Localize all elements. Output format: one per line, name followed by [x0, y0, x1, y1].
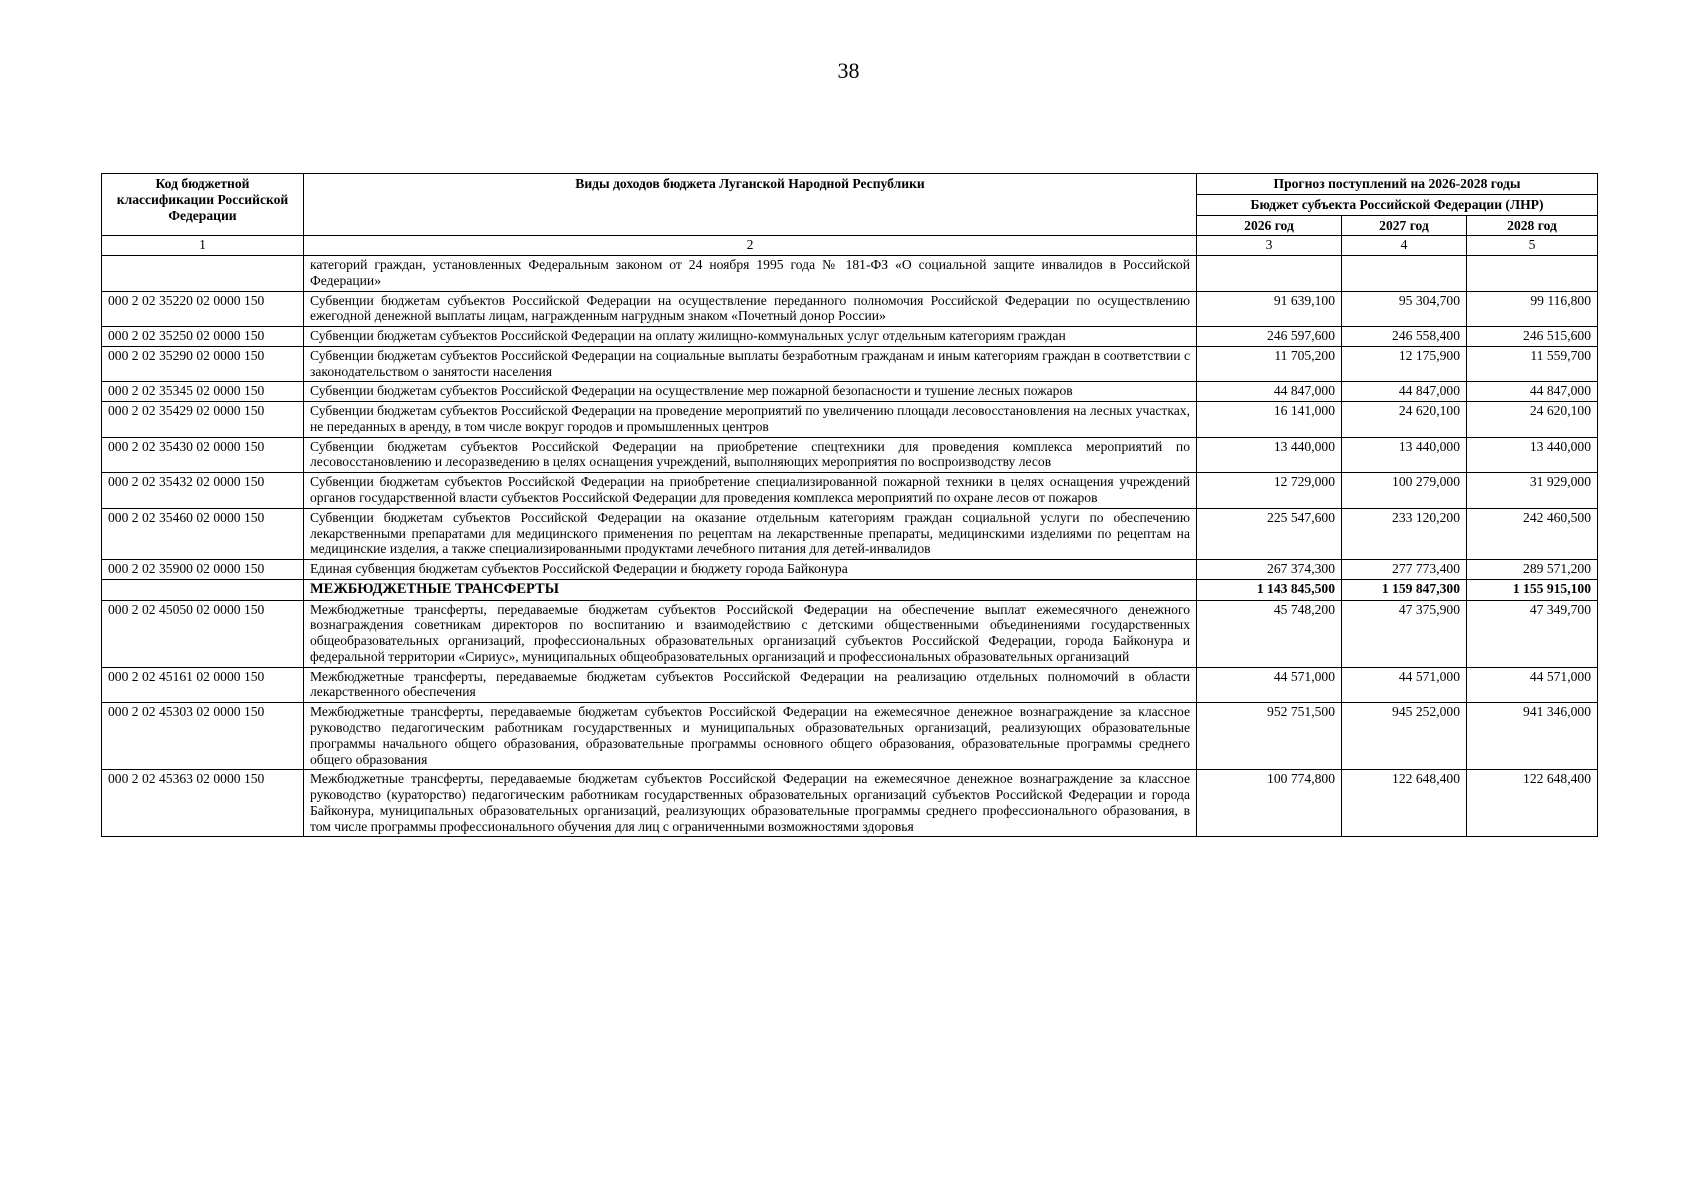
header-year-2026: 2026 год [1197, 215, 1342, 236]
revenue-description-cell: Субвенции бюджетам субъектов Российской Федерации на осуществление переданного полномочия Российской Федерации по осуществлению ежегодной денежной выплаты лицам, награжденным нагрудным знаком «Почетный донор России» [304, 291, 1197, 327]
page-number: 38 [837, 58, 860, 83]
value-2028-cell: 24 620,100 [1467, 402, 1598, 438]
table-row [102, 437, 1598, 473]
value-2026-cell: 267 374,300 [1197, 560, 1342, 580]
value-2028-cell: 289 571,200 [1467, 560, 1598, 580]
table-row [102, 770, 1598, 837]
value-2027-cell: 277 773,400 [1342, 560, 1467, 580]
value-2028-cell [1467, 256, 1598, 292]
revenue-description-cell: Межбюджетные трансферты, передаваемые бюджетам субъектов Российской Федерации на ежемесячное денежное вознаграждение за классное руководство педагогическим работникам государственных и муниципальных образовательных организаций, реализующих образовательные программы начального общего образования, образовательные программы основного общего образования, образовательные программы среднего общего образования [304, 703, 1197, 770]
revenue-description-cell: Субвенции бюджетам субъектов Российской Федерации на приобретение специализированной пожарной техники в целях оснащения учреждений органов государственной власти субъектов Российской Федерации для проведения комплекса мероприятий по охране лесов от пожаров [304, 473, 1197, 509]
table-row [102, 346, 1598, 382]
value-2028-cell: 99 116,800 [1467, 291, 1598, 327]
value-2028-cell: 13 440,000 [1467, 437, 1598, 473]
value-2027-cell: 945 252,000 [1342, 703, 1467, 770]
revenue-description-cell: Межбюджетные трансферты, передаваемые бюджетам субъектов Российской Федерации на реализацию отдельных полномочий в области лекарственного обеспечения [304, 667, 1197, 703]
value-2027-cell: 13 440,000 [1342, 437, 1467, 473]
header-description-column: Виды доходов бюджета Луганской Народной Республики [304, 174, 1197, 236]
table-row [102, 382, 1598, 402]
column-number: 1 [102, 236, 304, 256]
header-year-2027: 2027 год [1342, 215, 1467, 236]
table-row [102, 473, 1598, 509]
value-2028-cell: 242 460,500 [1467, 508, 1598, 559]
budget-code-cell: 000 2 02 45363 02 0000 150 [102, 770, 304, 837]
column-number: 2 [304, 236, 1197, 256]
value-2026-cell: 100 774,800 [1197, 770, 1342, 837]
value-2027-cell: 100 279,000 [1342, 473, 1467, 509]
header-code-column: Код бюджетной классификации Российской Федерации [102, 174, 304, 236]
budget-code-cell: 000 2 02 35432 02 0000 150 [102, 473, 304, 509]
value-2026-cell: 246 597,600 [1197, 327, 1342, 347]
value-2026-cell: 44 571,000 [1197, 667, 1342, 703]
value-2027-cell: 44 571,000 [1342, 667, 1467, 703]
revenue-description-cell: Субвенции бюджетам субъектов Российской Федерации на проведение мероприятий по увеличению площади лесовосстановления на лесных участках, не переданных в аренду, в том числе вокруг городов и промышленных центров [304, 402, 1197, 438]
budget-code-cell: 000 2 02 35345 02 0000 150 [102, 382, 304, 402]
table-row [102, 327, 1598, 347]
value-2026-cell: 16 141,000 [1197, 402, 1342, 438]
value-2028-cell: 1 155 915,100 [1467, 579, 1598, 600]
value-2027-cell: 122 648,400 [1342, 770, 1467, 837]
value-2027-cell: 246 558,400 [1342, 327, 1467, 347]
revenue-description-cell: МЕЖБЮДЖЕТНЫЕ ТРАНСФЕРТЫ [304, 579, 1197, 600]
value-2027-cell: 47 375,900 [1342, 600, 1467, 667]
table-row [102, 256, 1598, 292]
revenue-description-cell: Субвенции бюджетам субъектов Российской Федерации на осуществление мер пожарной безопасности и тушение лесных пожаров [304, 382, 1197, 402]
column-number: 4 [1342, 236, 1467, 256]
value-2026-cell: 13 440,000 [1197, 437, 1342, 473]
budget-code-cell: 000 2 02 35250 02 0000 150 [102, 327, 304, 347]
table-row [102, 402, 1598, 438]
revenue-description-cell: категорий граждан, установленных Федеральным законом от 24 ноября 1995 года № 181-ФЗ «О социальной защите инвалидов в Российской Федерации» [304, 256, 1197, 292]
value-2026-cell [1197, 256, 1342, 292]
budget-code-cell: 000 2 02 35900 02 0000 150 [102, 560, 304, 580]
revenue-description-cell: Межбюджетные трансферты, передаваемые бюджетам субъектов Российской Федерации на обеспечение выплат ежемесячного денежного вознаграждения советникам директоров по воспитанию и взаимодействию с детскими общественными объединениями государственных общеобразовательных организаций, профессиональных образовательных организаций субъектов Российской Федерации, города Байконура и федеральной территории «Сириус», муниципальных общеобразовательных организаций и профессиональных образовательных организаций [304, 600, 1197, 667]
value-2026-cell: 225 547,600 [1197, 508, 1342, 559]
budget-code-cell: 000 2 02 35429 02 0000 150 [102, 402, 304, 438]
table-row [102, 291, 1598, 327]
value-2027-cell: 1 159 847,300 [1342, 579, 1467, 600]
table-row [102, 703, 1598, 770]
budget-code-cell: 000 2 02 45303 02 0000 150 [102, 703, 304, 770]
value-2028-cell: 941 346,000 [1467, 703, 1598, 770]
value-2027-cell: 12 175,900 [1342, 346, 1467, 382]
column-number: 3 [1197, 236, 1342, 256]
table-section-row [102, 579, 1598, 600]
budget-code-cell: 000 2 02 35430 02 0000 150 [102, 437, 304, 473]
table-body [102, 256, 1598, 837]
value-2028-cell: 246 515,600 [1467, 327, 1598, 347]
value-2026-cell: 952 751,500 [1197, 703, 1342, 770]
budget-code-cell: 000 2 02 35290 02 0000 150 [102, 346, 304, 382]
column-number: 5 [1467, 236, 1598, 256]
budget-code-cell: 000 2 02 35460 02 0000 150 [102, 508, 304, 559]
value-2027-cell [1342, 256, 1467, 292]
value-2026-cell: 45 748,200 [1197, 600, 1342, 667]
budget-code-cell: 000 2 02 45161 02 0000 150 [102, 667, 304, 703]
revenue-description-cell: Субвенции бюджетам субъектов Российской Федерации на приобретение спецтехники для проведения комплекса мероприятий по лесовосстановлению и лесоразведению в целях оснащения учреждений, выполняющих мероприятия по воспроизводству лесов [304, 437, 1197, 473]
table-row [102, 508, 1598, 559]
revenue-description-cell: Межбюджетные трансферты, передаваемые бюджетам субъектов Российской Федерации на ежемесячное денежное вознаграждение за классное руководство (кураторство) педагогическим работникам государственных образовательных организаций субъектов Российской Федерации и города Байконура, муниципальных образовательных организаций, реализующих образовательные программы среднего профессионального образования, в том числе программы профессионального обучения для лиц с ограниченными возможностями здоровья [304, 770, 1197, 837]
value-2026-cell: 12 729,000 [1197, 473, 1342, 509]
budget-code-cell: 000 2 02 35220 02 0000 150 [102, 291, 304, 327]
value-2028-cell: 11 559,700 [1467, 346, 1598, 382]
revenue-description-cell: Субвенции бюджетам субъектов Российской Федерации на оплату жилищно-коммунальных услуг отдельным категориям граждан [304, 327, 1197, 347]
value-2028-cell: 44 571,000 [1467, 667, 1598, 703]
revenue-description-cell: Субвенции бюджетам субъектов Российской Федерации на социальные выплаты безработным гражданам и иным категориям граждан в соответствии с законодательством о занятости населения [304, 346, 1197, 382]
value-2026-cell: 1 143 845,500 [1197, 579, 1342, 600]
table-row [102, 560, 1598, 580]
revenue-description-cell: Единая субвенция бюджетам субъектов Российской Федерации и бюджету города Байконура [304, 560, 1197, 580]
header-budget: Бюджет субъекта Российской Федерации (ЛНР) [1197, 194, 1598, 215]
budget-code-cell [102, 256, 304, 292]
table-row [102, 600, 1598, 667]
budget-code-cell [102, 579, 304, 600]
revenue-description-cell: Субвенции бюджетам субъектов Российской Федерации на оказание отдельным категориям граждан социальной услуги по обеспечению лекарственными препаратами для медицинского применения по рецептам на лекарственные препараты, медицинскими изделиями по рецептам на медицинские изделия, а также специализированными продуктами лечебного питания для детей-инвалидов [304, 508, 1197, 559]
value-2026-cell: 11 705,200 [1197, 346, 1342, 382]
value-2028-cell: 122 648,400 [1467, 770, 1598, 837]
budget-revenue-table [101, 173, 1598, 837]
value-2026-cell: 44 847,000 [1197, 382, 1342, 402]
value-2028-cell: 31 929,000 [1467, 473, 1598, 509]
table-row [102, 667, 1598, 703]
value-2027-cell: 95 304,700 [1342, 291, 1467, 327]
value-2027-cell: 44 847,000 [1342, 382, 1467, 402]
header-forecast: Прогноз поступлений на 2026-2028 годы [1197, 174, 1598, 195]
value-2026-cell: 91 639,100 [1197, 291, 1342, 327]
value-2028-cell: 44 847,000 [1467, 382, 1598, 402]
value-2027-cell: 233 120,200 [1342, 508, 1467, 559]
value-2027-cell: 24 620,100 [1342, 402, 1467, 438]
budget-code-cell: 000 2 02 45050 02 0000 150 [102, 600, 304, 667]
value-2028-cell: 47 349,700 [1467, 600, 1598, 667]
header-year-2028: 2028 год [1467, 215, 1598, 236]
